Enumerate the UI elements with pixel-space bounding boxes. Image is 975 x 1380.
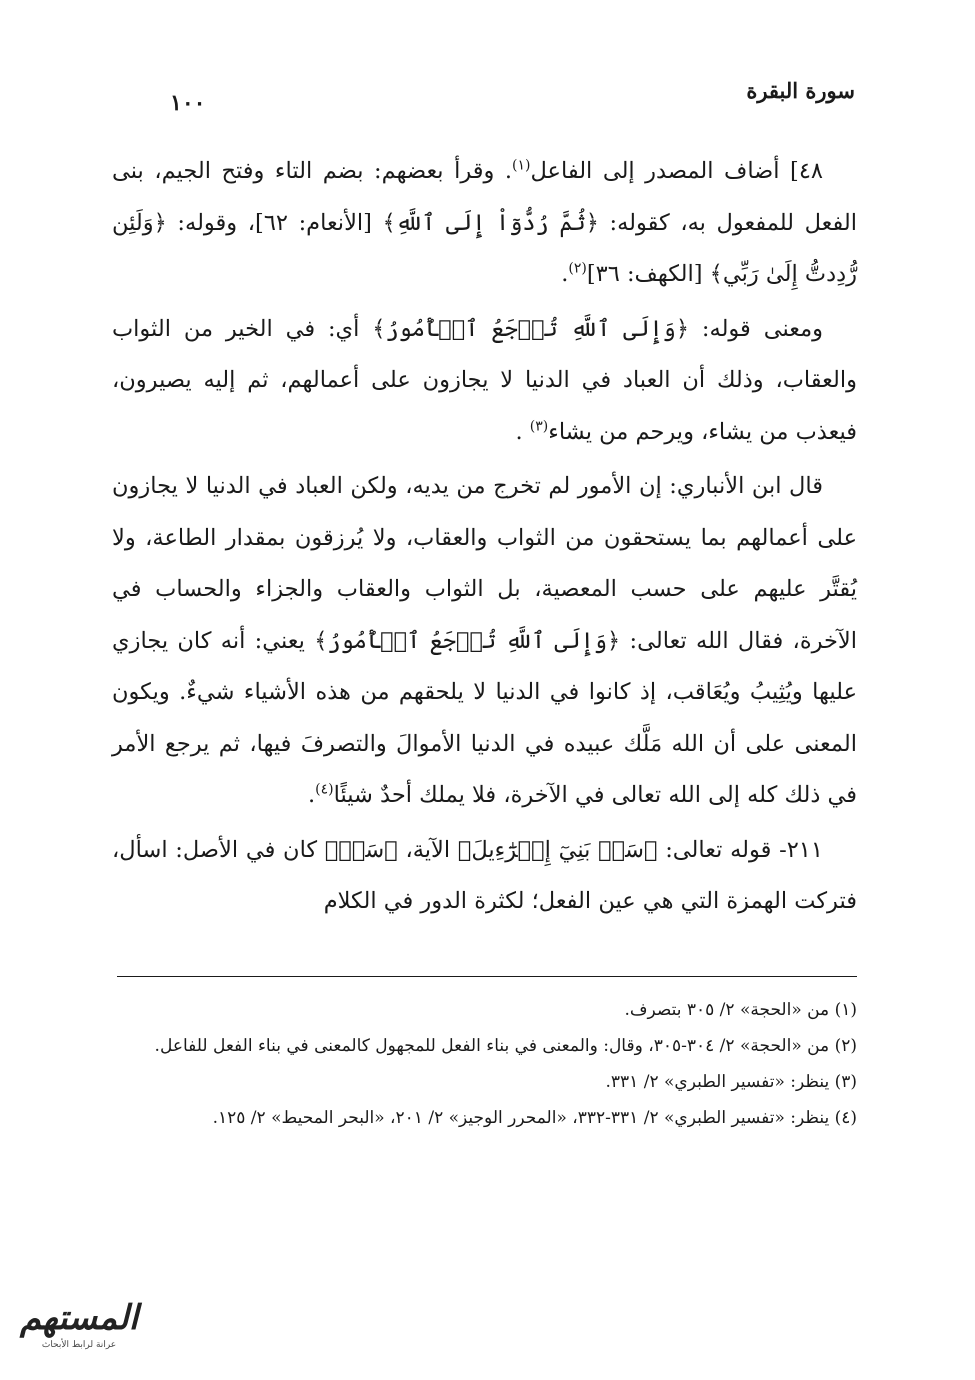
footnote-ref: (٢) <box>568 260 587 277</box>
text-run: [الأنعام: ٦٢]، وقوله: <box>166 209 383 236</box>
quran-verse: ﴿سَلۡ بَنِيٓ إِسۡرَٰٓءِيلَ﴾ <box>457 836 658 863</box>
text-run: . <box>561 261 569 287</box>
text-run: . وقرأ بعضهم: بضم التاء وفتح الجيم، بنى الفعل للمفعول به، كقوله: <box>112 158 857 236</box>
logo-calligraphy: المستهم <box>19 1298 139 1338</box>
text-run: قال ابن الأنباري: إن الأمور لم تخرج من يديه، ولكن العباد في الدنيا لا يجازون على أعمالهم بما يستحقون من الثواب والعقاب، ولا يُرزقون بمقدار الطاعة، ولا يُقتَّر عليهم على حسب المعصية، بل الثواب والعقاب والجزاء والحساب في الآخرة، فقال الله تعالى: <box>112 473 858 654</box>
paragraph-4 <box>112 825 857 928</box>
logo-subtitle: عرانة لرابط الأبحاث <box>41 1340 117 1350</box>
footnote-ref: (٣) <box>529 418 549 434</box>
quran-verse: ﴿ثُمَّ رُدُّوٓاْ إِلَى ٱللَّهِ﴾ <box>382 209 599 236</box>
footnote-4: (٤) ينظر: «تفسير الطبري» ٢/ ٣٣١-٣٣٢، «المحرر الوجيز» ٢/ ٢٠١، «البحر المحيط» ٢/ ١٢٥. <box>212 1108 857 1128</box>
text-run: كان في الأصل: اسأل، فتركت الهمزة التي هي عين الفعل؛ لكثرة الدور في الكلام <box>112 836 857 914</box>
footnote-ref: (٤) <box>315 781 334 798</box>
footnote-ref: (١) <box>512 157 531 174</box>
text-run: . <box>307 782 316 808</box>
watermark-logo <box>14 1298 144 1362</box>
quran-verse: ﴿سَلۡ﴾ <box>324 836 398 863</box>
footnotes <box>112 992 857 1136</box>
quran-verse: ﴿وَلَئِن رُّدِدتُّ إِلَىٰ رَبِّي﴾ <box>112 209 857 287</box>
footnote-3: (٣) ينظر: «تفسير الطبري» ٢/ ٣٣١. <box>605 1072 857 1092</box>
paragraph-1 <box>112 146 857 301</box>
paragraph-2 <box>112 304 857 459</box>
quran-verse: ﴿وَإِلَى ٱللَّهِ تُرۡجَعُ ٱلۡأُمُورُ﴾ <box>372 315 690 342</box>
main-text <box>112 146 857 931</box>
text-run: ٤٨] أضاف المصدر إلى الفاعل <box>530 158 823 184</box>
page-header <box>120 78 855 118</box>
text-run: [الكهف: ٣٦] <box>586 261 710 287</box>
page-number: ١٠٠ <box>170 90 206 116</box>
text-run: الآية، <box>397 836 458 863</box>
text-run: ومعنى قوله: <box>689 315 824 342</box>
text-run: يعني: أنه كان يجازي عليها ويُثِيبُ ويُعَاقب، إذ كانوا في الدنيا لا يلحقهم من هذه الأشياء شيءٌ. ويكون المعنى على أن الله مَلَّك عبيده في الدنيا الأموالَ والتصرفَ فيها، ثم يرجع الأمر في ذلك كله إلى الله تعالى في الآخرة، فلا يملك أحدٌ شيئًا <box>112 627 857 808</box>
surah-title: سورة البقرة <box>746 78 855 103</box>
footnote-1: (١) من «الحجة» ٢/ ٣٠٥ بتصرف. <box>624 1000 857 1020</box>
text-run: أي: في الخير من الثواب والعقاب، وذلك أن العباد في الدنيا لا يجازون على أعمالهم، ثم إليه يصيرون، فيعذب من يشاء، ويرحم من يشاء <box>112 315 857 445</box>
quran-verse: ﴿وَإِلَى ٱللَّهِ تُرۡجَعُ ٱلۡأُمُورُ﴾ <box>314 627 621 654</box>
footnote-divider <box>117 976 857 977</box>
paragraph-3 <box>112 461 857 822</box>
text-run: ٢١١- قوله تعالى: <box>657 836 823 863</box>
text-run: . <box>515 418 530 445</box>
footnote-2: (٢) من «الحجة» ٢/ ٣٠٤-٣٠٥، وقال: والمعنى في بناء الفعل للمجهول كالمعنى في بناء الفعل للفاعل. <box>154 1036 857 1056</box>
